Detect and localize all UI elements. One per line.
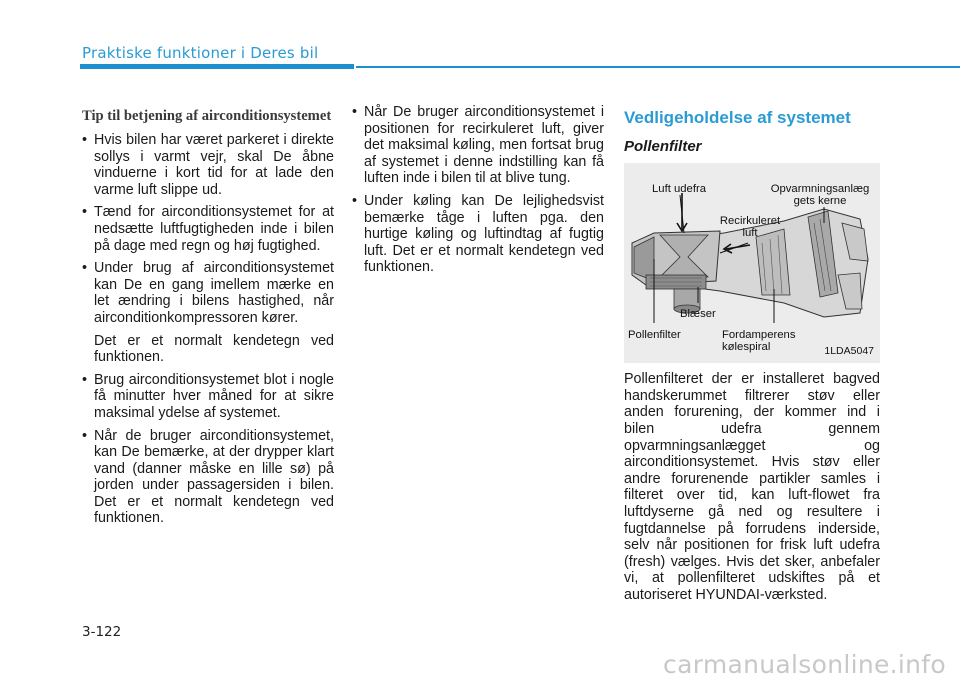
list-item [352,193,604,276]
list-item [82,428,334,528]
list-item-text: Brug airconditionsystemet blot i nogle få minutter hver måned for at sikre maksimal ydelse af systemet. [94,371,334,421]
section-header-title: Praktiske funktioner i Deres bil [82,44,319,62]
figure-code: 1LDA5047 [824,344,874,357]
list-item-text: Under køling kan De lejlighedsvist bemærke tåge i luften pga. den hurtige køling og luftindtag af fugtig luft. Det er et normalt kendetegn ved funktionen. [364,192,604,276]
bullet-icon: • [352,192,358,209]
bullet-icon: • [352,104,358,120]
label-blower: Blæser [680,308,716,321]
label-outside-air: Luft udefra [652,183,707,196]
list-item [82,260,334,366]
header-rule-thick [80,64,354,69]
bullet-icon: • [82,204,88,221]
label-evaporator: Fordamperens kølespiral [722,329,796,354]
list-item [82,204,334,254]
watermark: carmanualsonline.info [663,650,946,679]
bullet-icon: • [82,132,88,148]
right-column [624,110,880,604]
bullet-icon: • [82,427,88,444]
list-item-text: Når De bruger airconditionsystemet i positionen for recirkuleret luft, giver det maksimal køling, men fortsat brug af systemet i denne indstilling kan få luften inde i bilen til at blive tung. [364,104,604,187]
left-column [82,108,334,533]
pollen-filter-description: Pollenfilteret der er installeret bagved handskerummet filtrerer støv eller anden forurening, der kommer ind i bilen udefra gennem opvarmningsanlægget og airconditionsystemet. Hvis støv eller andre forurenende partikler samles i filteret over tid, kan luft-flowet fra luftdyserne gå ned og resultere i fugtdannelse på forrudens inderside, selv når positionen for frisk luft udefra (fresh) vælges. Hvis det sker, anbefaler vi, at pollenfilteret udskiftes på et autoriseret HYUNDAI-værksted. [624,371,880,603]
list-item-text: Når de bruger airconditionsystemet, kan De bemærke, at der drypper klart vand (danner måske en lille sø) på jorden under passagersiden i bilen. Det er et normalt kendetegn ved funktionen. [94,427,334,527]
list-item [82,132,334,198]
header-rule-thin [356,66,960,68]
bullet-icon: • [82,371,88,388]
list-item-text: Tænd for airconditionsystemet for at nedsætte luftfugtigheden inde i bilen på dage med regn og høj fugtighed. [94,204,334,254]
list-item-text: Hvis bilen har været parkeret i direkte sollys i varmt vejr, skal De åbne vinduerne i kort tid for at lade den varme luft slippe ud. [94,132,334,198]
label-heater-core: Opvarmningsanlæg gets kerne [770,183,870,208]
tip-list [82,132,334,527]
list-item-text: Under brug af airconditionsystemet kan De en gang imellem mærke en let ændring i bilens hastighed, når airconditionkompressoren kører. [94,260,334,326]
list-item [82,372,334,422]
label-recirculated-air: Recirkuleret luft [719,215,781,240]
page-number: 3-122 [82,624,122,640]
bullet-icon: • [82,260,88,277]
tip-list-continued [352,104,604,276]
middle-column [352,104,604,282]
section-title: Vedligeholdelse af systemet [624,108,851,127]
tip-heading: Tip til betjening af airconditionsystemet [82,108,332,124]
pollen-filter-diagram [624,163,880,363]
list-item-note: Det er et normalt kendetegn ved funktionen. [94,332,334,366]
list-item [352,104,604,187]
sub-title: Pollenfilter [624,137,702,155]
label-pollen-filter: Pollenfilter [628,329,681,342]
